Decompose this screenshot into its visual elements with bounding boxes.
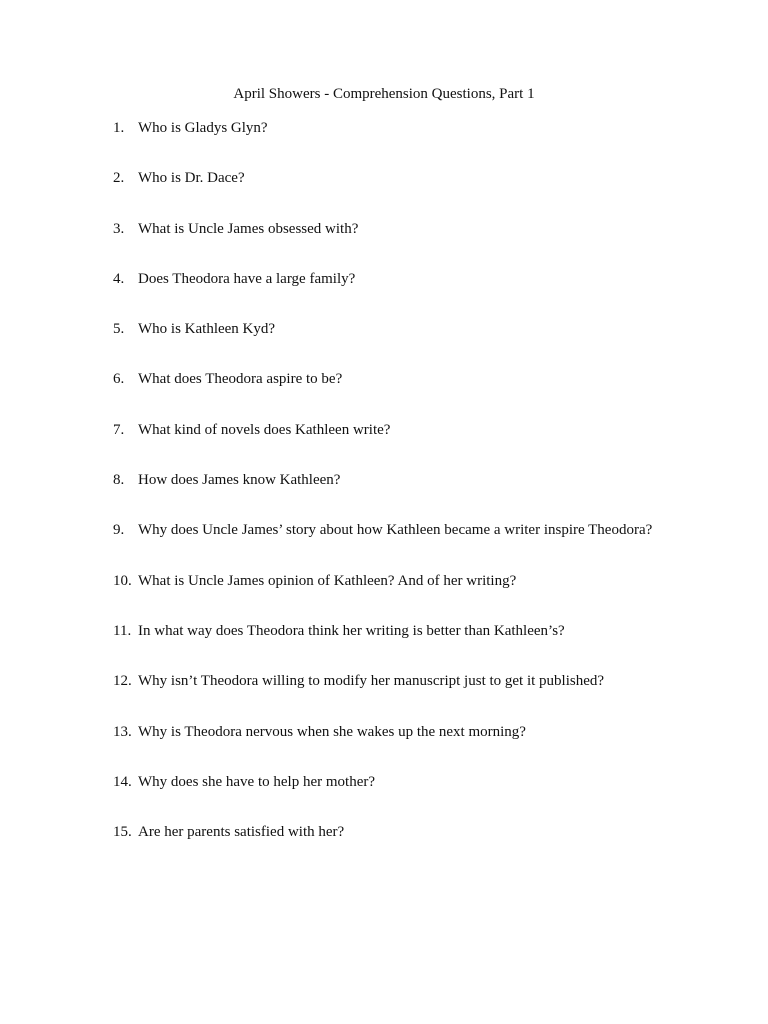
question-number: 12. <box>113 673 132 690</box>
question-number: 5. <box>113 321 125 338</box>
question-item <box>113 671 733 721</box>
question-number: 9. <box>113 522 125 539</box>
question-text: Why does she have to help her mother? <box>138 773 376 790</box>
question-text: How does James know Kathleen? <box>138 472 341 489</box>
question-number: 11. <box>113 622 132 639</box>
question-text: Who is Kathleen Kyd? <box>138 321 276 338</box>
question-item <box>113 168 733 218</box>
question-number: 8. <box>113 472 125 489</box>
question-number: 6. <box>113 371 125 388</box>
question-item <box>113 772 733 822</box>
question-text: Who is Dr. Dace? <box>138 170 245 187</box>
question-list <box>113 118 733 872</box>
question-item <box>113 369 733 419</box>
question-number: 13. <box>113 723 132 740</box>
question-number: 14. <box>113 773 132 790</box>
question-item <box>113 470 733 520</box>
question-item <box>113 822 733 872</box>
question-text: What is Uncle James opinion of Kathleen? And of her writing? <box>138 572 517 589</box>
question-text: Does Theodora have a large family? <box>138 270 356 287</box>
question-number: 2. <box>113 170 125 187</box>
question-item <box>113 269 733 319</box>
question-item <box>113 520 733 570</box>
document-title: April Showers - Comprehension Questions, Part 1 <box>233 86 535 102</box>
question-number: 7. <box>113 421 125 438</box>
question-number: 3. <box>113 220 125 237</box>
question-item <box>113 722 733 772</box>
question-text: Why isn’t Theodora willing to modify her manuscript just to get it published? <box>138 673 605 690</box>
question-text: What does Theodora aspire to be? <box>138 371 343 388</box>
question-text: Why is Theodora nervous when she wakes up the next morning? <box>138 723 526 740</box>
question-item <box>113 621 733 671</box>
question-number: 1. <box>113 120 125 136</box>
question-number: 15. <box>113 824 132 841</box>
question-text: Are her parents satisfied with her? <box>138 824 345 841</box>
question-text: Who is Gladys Glyn? <box>138 120 268 136</box>
question-number: 10. <box>113 572 132 589</box>
question-number: 4. <box>113 270 125 287</box>
question-text: Why does Uncle James’ story about how Kathleen became a writer inspire Theodora? <box>138 522 653 539</box>
question-item <box>113 219 733 269</box>
question-item <box>113 118 733 168</box>
question-item <box>113 420 733 470</box>
question-item <box>113 571 733 621</box>
question-text: In what way does Theodora think her writing is better than Kathleen’s? <box>138 622 565 639</box>
question-text: What is Uncle James obsessed with? <box>138 220 359 237</box>
question-text: What kind of novels does Kathleen write? <box>138 421 391 438</box>
question-item <box>113 319 733 369</box>
